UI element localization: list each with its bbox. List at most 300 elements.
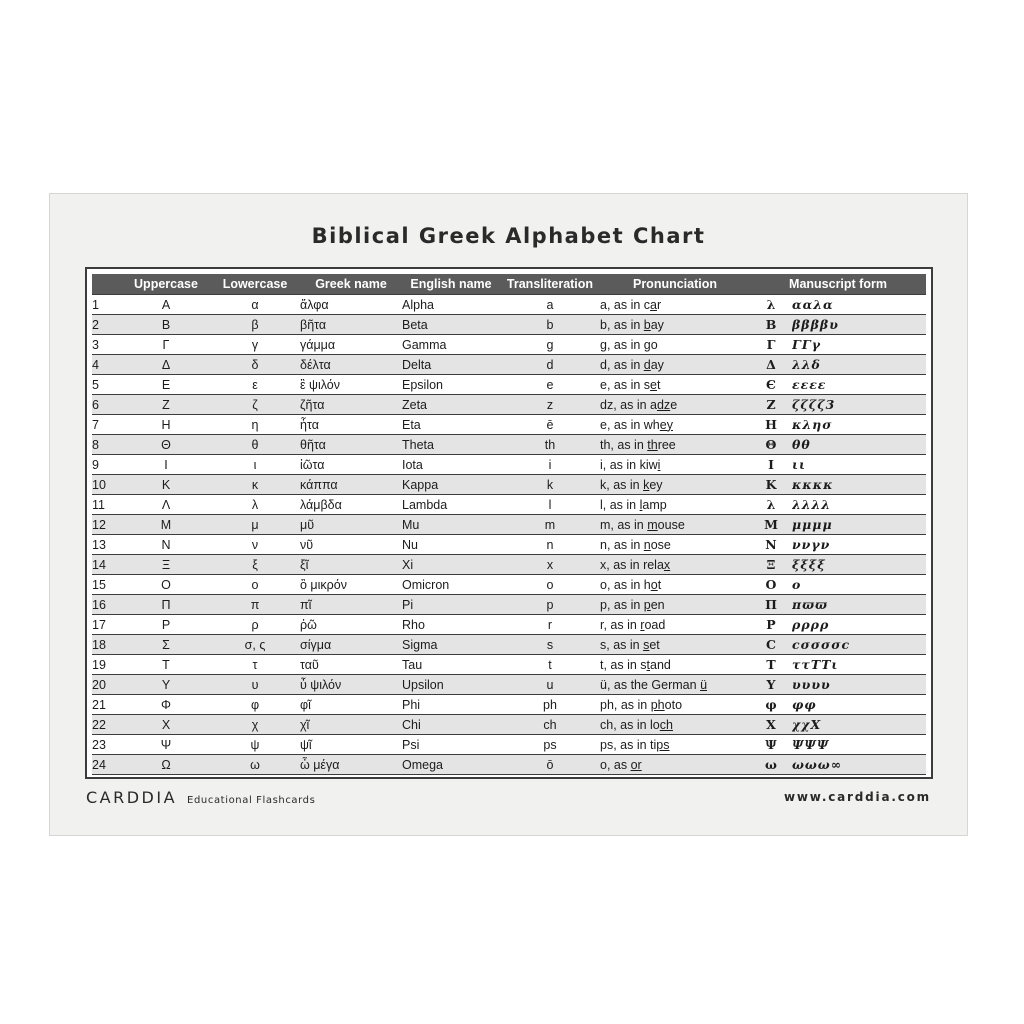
lowercase-letter: ω xyxy=(210,755,300,775)
table-row xyxy=(92,315,926,335)
english-name: Phi xyxy=(402,695,500,715)
pronunciation-text: e xyxy=(670,397,678,412)
row-number: 16 xyxy=(92,595,122,615)
pronunciation-text: ay xyxy=(650,317,664,332)
pronunciation-text: n, as in xyxy=(600,537,644,552)
greek-name: ἄλφα xyxy=(300,295,402,315)
pronunciation-text: th, as in xyxy=(600,437,648,452)
website-url: www.carddia.com xyxy=(784,790,931,804)
english-name: Tau xyxy=(402,655,500,675)
manuscript-uncial: Ψ xyxy=(750,735,792,755)
manuscript-cursive: ξξξξ xyxy=(792,555,926,575)
pronunciation xyxy=(600,315,750,335)
manuscript-uncial: Β xyxy=(750,315,792,335)
greek-name: σίγμα xyxy=(300,635,402,655)
transliteration: m xyxy=(500,515,600,535)
pronunciation-text: o xyxy=(650,337,658,352)
pronunciation-text: s, as in xyxy=(600,637,644,652)
row-number: 22 xyxy=(92,715,122,735)
row-number: 6 xyxy=(92,395,122,415)
pronunciation-text: o, as in h xyxy=(600,577,651,592)
transliteration: x xyxy=(500,555,600,575)
pronunciation-text: ph, as in xyxy=(600,697,651,712)
pronunciation-text: p, as in xyxy=(600,597,644,612)
pronunciation-highlight: t xyxy=(646,657,651,672)
transliteration: th xyxy=(500,435,600,455)
header-lowercase: Lowercase xyxy=(210,274,300,295)
lowercase-letter: φ xyxy=(210,695,300,715)
manuscript-cursive: ωωω∞ xyxy=(792,755,926,775)
table-row xyxy=(92,395,926,415)
transliteration: o xyxy=(500,575,600,595)
lowercase-letter: ρ xyxy=(210,615,300,635)
uppercase-letter: Ξ xyxy=(122,555,210,575)
uppercase-letter: Ν xyxy=(122,535,210,555)
manuscript-uncial: ω xyxy=(750,755,792,775)
pronunciation-text: ey xyxy=(649,477,663,492)
manuscript-cursive: λλδ xyxy=(792,355,926,375)
transliteration: t xyxy=(500,655,600,675)
transliteration: i xyxy=(500,455,600,475)
row-number: 21 xyxy=(92,695,122,715)
pronunciation-text: ay xyxy=(650,357,664,372)
english-name: Pi xyxy=(402,595,500,615)
pronunciation-highlight: dz xyxy=(656,397,671,412)
greek-name: ζῆτα xyxy=(300,395,402,415)
pronunciation xyxy=(600,375,750,395)
manuscript-cursive: κλησ xyxy=(792,415,926,435)
pronunciation xyxy=(600,555,750,575)
lowercase-letter: χ xyxy=(210,715,300,735)
manuscript-uncial: λ xyxy=(750,295,792,315)
greek-name: δέλτα xyxy=(300,355,402,375)
pronunciation xyxy=(600,715,750,735)
alphabet-table xyxy=(92,274,926,775)
flashcard xyxy=(49,193,968,836)
header-uppercase: Uppercase xyxy=(122,274,210,295)
row-number: 4 xyxy=(92,355,122,375)
manuscript-uncial: λ xyxy=(750,495,792,515)
uppercase-letter: Ο xyxy=(122,575,210,595)
lowercase-letter: η xyxy=(210,415,300,435)
row-number: 14 xyxy=(92,555,122,575)
greek-name: λάμβδα xyxy=(300,495,402,515)
manuscript-uncial: Θ xyxy=(750,435,792,455)
uppercase-letter: Ψ xyxy=(122,735,210,755)
pronunciation-highlight: l xyxy=(639,497,643,512)
english-name: Kappa xyxy=(402,475,500,495)
pronunciation xyxy=(600,355,750,375)
brand-logo xyxy=(86,788,315,807)
manuscript-cursive: υυυυ xyxy=(792,675,926,695)
table-row xyxy=(92,515,926,535)
pronunciation-highlight: p xyxy=(643,597,651,612)
transliteration: r xyxy=(500,615,600,635)
transliteration: a xyxy=(500,295,600,315)
header-transliteration: Transliteration xyxy=(500,274,600,295)
pronunciation-text: b, as in xyxy=(600,317,644,332)
pronunciation xyxy=(600,695,750,715)
manuscript-cursive: θθ xyxy=(792,435,926,455)
table-row xyxy=(92,575,926,595)
manuscript-uncial: Μ xyxy=(750,515,792,535)
greek-name: γάμμα xyxy=(300,335,402,355)
pronunciation-text: ree xyxy=(657,437,676,452)
pronunciation-highlight: ps xyxy=(656,737,670,752)
pronunciation-text: oad xyxy=(644,617,666,632)
pronunciation-highlight: ey xyxy=(659,417,673,432)
lowercase-letter: ξ xyxy=(210,555,300,575)
english-name: Epsilon xyxy=(402,375,500,395)
transliteration: n xyxy=(500,535,600,555)
pronunciation-highlight: or xyxy=(630,757,642,772)
pronunciation-highlight: m xyxy=(647,517,658,532)
manuscript-cursive: εεεε xyxy=(792,375,926,395)
pronunciation xyxy=(600,635,750,655)
english-name: Eta xyxy=(402,415,500,435)
brand-name: CARDDIA xyxy=(86,788,178,807)
row-number: 12 xyxy=(92,515,122,535)
pronunciation-highlight: n xyxy=(643,537,651,552)
manuscript-cursive: λλλλ xyxy=(792,495,926,515)
english-name: Psi xyxy=(402,735,500,755)
manuscript-cursive: ββββυ xyxy=(792,315,926,335)
pronunciation xyxy=(600,395,750,415)
transliteration: e xyxy=(500,375,600,395)
pronunciation-text: ps, as in ti xyxy=(600,737,657,752)
row-number: 8 xyxy=(92,435,122,455)
table-row xyxy=(92,335,926,355)
table-row xyxy=(92,535,926,555)
pronunciation-text: ose xyxy=(650,537,671,552)
row-number: 2 xyxy=(92,315,122,335)
uppercase-letter: Υ xyxy=(122,675,210,695)
uppercase-letter: Σ xyxy=(122,635,210,655)
pronunciation-highlight: e xyxy=(650,377,657,392)
pronunciation-highlight: r xyxy=(640,617,645,632)
uppercase-letter: Ρ xyxy=(122,615,210,635)
uppercase-letter: Φ xyxy=(122,695,210,715)
lowercase-letter: δ xyxy=(210,355,300,375)
manuscript-uncial: Χ xyxy=(750,715,792,735)
uppercase-letter: Κ xyxy=(122,475,210,495)
row-number: 1 xyxy=(92,295,122,315)
lowercase-letter: ν xyxy=(210,535,300,555)
row-number: 10 xyxy=(92,475,122,495)
pronunciation-highlight: a xyxy=(650,297,657,312)
pronunciation-text: dz, as in a xyxy=(600,397,657,412)
greek-name: ὦ μέγα xyxy=(300,755,402,775)
pronunciation-highlight: d xyxy=(643,357,651,372)
pronunciation-text: r xyxy=(656,297,662,312)
chart-frame xyxy=(85,267,933,779)
greek-name: ῥῶ xyxy=(300,615,402,635)
manuscript-cursive: πϖϖ xyxy=(792,595,926,615)
english-name: Alpha xyxy=(402,295,500,315)
lowercase-letter: τ xyxy=(210,655,300,675)
english-name: Gamma xyxy=(402,335,500,355)
pronunciation-text: r, as in xyxy=(600,617,641,632)
manuscript-uncial: Ι xyxy=(750,455,792,475)
table-row xyxy=(92,435,926,455)
english-name: Sigma xyxy=(402,635,500,655)
manuscript-uncial: Γ xyxy=(750,335,792,355)
manuscript-uncial: Η xyxy=(750,415,792,435)
lowercase-letter: μ xyxy=(210,515,300,535)
pronunciation-text: t xyxy=(656,377,661,392)
uppercase-letter: Χ xyxy=(122,715,210,735)
greek-name: μῦ xyxy=(300,515,402,535)
manuscript-uncial: Ν xyxy=(750,535,792,555)
lowercase-letter: ψ xyxy=(210,735,300,755)
manuscript-cursive: ιι xyxy=(792,455,926,475)
english-name: Upsilon xyxy=(402,675,500,695)
english-name: Nu xyxy=(402,535,500,555)
table-row xyxy=(92,375,926,395)
manuscript-uncial: φ xyxy=(750,695,792,715)
manuscript-cursive: ο xyxy=(792,575,926,595)
pronunciation-highlight: b xyxy=(643,317,651,332)
greek-name: φῖ xyxy=(300,695,402,715)
page-title: Biblical Greek Alphabet Chart xyxy=(311,224,706,248)
greek-name: ὖ ψιλόν xyxy=(300,675,402,695)
table-row xyxy=(92,415,926,435)
manuscript-uncial: Δ xyxy=(750,355,792,375)
pronunciation-text: ü, as the German xyxy=(600,677,701,692)
uppercase-letter: Θ xyxy=(122,435,210,455)
pronunciation-highlight: ph xyxy=(650,697,665,712)
table-row xyxy=(92,295,926,315)
transliteration: ph xyxy=(500,695,600,715)
manuscript-cursive: φφ xyxy=(792,695,926,715)
pronunciation-highlight: k xyxy=(643,477,650,492)
pronunciation xyxy=(600,595,750,615)
pronunciation xyxy=(600,735,750,755)
pronunciation-text: e, as in s xyxy=(600,377,651,392)
table-row xyxy=(92,355,926,375)
pronunciation xyxy=(600,535,750,555)
pronunciation-text: m, as in xyxy=(600,517,648,532)
pronunciation xyxy=(600,515,750,535)
table-row xyxy=(92,735,926,755)
english-name: Beta xyxy=(402,315,500,335)
pronunciation-highlight: ü xyxy=(700,677,708,692)
transliteration: l xyxy=(500,495,600,515)
pronunciation-text: a, as in c xyxy=(600,297,651,312)
greek-name: ψῖ xyxy=(300,735,402,755)
greek-name: ξῖ xyxy=(300,555,402,575)
greek-name: πῖ xyxy=(300,595,402,615)
pronunciation-highlight: o xyxy=(650,577,658,592)
header-english-name: English name xyxy=(402,274,500,295)
manuscript-cursive: ΓΓγ xyxy=(792,335,926,355)
lowercase-letter: α xyxy=(210,295,300,315)
pronunciation-highlight: ch xyxy=(659,717,673,732)
row-number: 7 xyxy=(92,415,122,435)
manuscript-uncial: Κ xyxy=(750,475,792,495)
pronunciation xyxy=(600,495,750,515)
table-row xyxy=(92,635,926,655)
table-row xyxy=(92,755,926,775)
table-row xyxy=(92,715,926,735)
header-number xyxy=(92,274,122,295)
transliteration: d xyxy=(500,355,600,375)
manuscript-uncial: Π xyxy=(750,595,792,615)
pronunciation-text: and xyxy=(650,657,671,672)
manuscript-cursive: ΨΨΨ xyxy=(792,735,926,755)
greek-name: ἦτα xyxy=(300,415,402,435)
uppercase-letter: Δ xyxy=(122,355,210,375)
manuscript-cursive: ρρρρ xyxy=(792,615,926,635)
greek-name: ταῦ xyxy=(300,655,402,675)
transliteration: u xyxy=(500,675,600,695)
lowercase-letter: υ xyxy=(210,675,300,695)
manuscript-cursive: κκκκ xyxy=(792,475,926,495)
greek-name: κάππα xyxy=(300,475,402,495)
english-name: Omega xyxy=(402,755,500,775)
transliteration: z xyxy=(500,395,600,415)
english-name: Mu xyxy=(402,515,500,535)
uppercase-letter: Τ xyxy=(122,655,210,675)
pronunciation-text: l, as in xyxy=(600,497,640,512)
pronunciation-text: e, as in wh xyxy=(600,417,660,432)
pronunciation-highlight: x xyxy=(663,557,671,572)
lowercase-letter: γ xyxy=(210,335,300,355)
lowercase-letter: β xyxy=(210,315,300,335)
manuscript-cursive: ααλα xyxy=(792,295,926,315)
english-name: Zeta xyxy=(402,395,500,415)
pronunciation xyxy=(600,435,750,455)
manuscript-uncial: С xyxy=(750,635,792,655)
manuscript-uncial: Υ xyxy=(750,675,792,695)
uppercase-letter: Ζ xyxy=(122,395,210,415)
manuscript-uncial: Є xyxy=(750,375,792,395)
row-number: 5 xyxy=(92,375,122,395)
pronunciation-text: d, as in xyxy=(600,357,644,372)
manuscript-uncial: Τ xyxy=(750,655,792,675)
transliteration: ps xyxy=(500,735,600,755)
uppercase-letter: Α xyxy=(122,295,210,315)
manuscript-uncial: Ξ xyxy=(750,555,792,575)
uppercase-letter: Η xyxy=(122,415,210,435)
table-row xyxy=(92,675,926,695)
pronunciation-text: ch, as in lo xyxy=(600,717,660,732)
header-manuscript-form: Manuscript form xyxy=(750,274,926,295)
transliteration: k xyxy=(500,475,600,495)
brand-tagline: Educational Flashcards xyxy=(187,795,316,806)
lowercase-letter: κ xyxy=(210,475,300,495)
uppercase-letter: Π xyxy=(122,595,210,615)
row-number: 3 xyxy=(92,335,122,355)
pronunciation xyxy=(600,575,750,595)
uppercase-letter: Λ xyxy=(122,495,210,515)
pronunciation-highlight: i xyxy=(657,457,661,472)
pronunciation xyxy=(600,475,750,495)
pronunciation xyxy=(600,335,750,355)
table-row xyxy=(92,475,926,495)
greek-name: ἒ ψιλόν xyxy=(300,375,402,395)
manuscript-cursive: ττΤΤι xyxy=(792,655,926,675)
row-number: 23 xyxy=(92,735,122,755)
transliteration: s xyxy=(500,635,600,655)
english-name: Rho xyxy=(402,615,500,635)
uppercase-letter: Ω xyxy=(122,755,210,775)
transliteration: ch xyxy=(500,715,600,735)
greek-name: χῖ xyxy=(300,715,402,735)
greek-name: ὂ μικρόν xyxy=(300,575,402,595)
greek-name: βῆτα xyxy=(300,315,402,335)
header-pronunciation: Pronunciation xyxy=(600,274,750,295)
uppercase-letter: Β xyxy=(122,315,210,335)
pronunciation xyxy=(600,655,750,675)
pronunciation-text: k, as in xyxy=(600,477,644,492)
row-number: 9 xyxy=(92,455,122,475)
header-greek-name: Greek name xyxy=(300,274,402,295)
transliteration: g xyxy=(500,335,600,355)
lowercase-letter: ε xyxy=(210,375,300,395)
greek-name: θῆτα xyxy=(300,435,402,455)
english-name: Lambda xyxy=(402,495,500,515)
lowercase-letter: λ xyxy=(210,495,300,515)
transliteration: p xyxy=(500,595,600,615)
pronunciation xyxy=(600,415,750,435)
lowercase-letter: σ, ς xyxy=(210,635,300,655)
row-number: 20 xyxy=(92,675,122,695)
manuscript-cursive: ζζζζ3 xyxy=(792,395,926,415)
pronunciation xyxy=(600,675,750,695)
pronunciation xyxy=(600,295,750,315)
english-name: Xi xyxy=(402,555,500,575)
english-name: Theta xyxy=(402,435,500,455)
table-header-row xyxy=(92,274,926,295)
row-number: 18 xyxy=(92,635,122,655)
greek-name: ἰῶτα xyxy=(300,455,402,475)
row-number: 13 xyxy=(92,535,122,555)
pronunciation-text: i, as in kiw xyxy=(600,457,658,472)
pronunciation-text: g, as in xyxy=(600,337,644,352)
pronunciation-text: t xyxy=(657,577,662,592)
uppercase-letter: Γ xyxy=(122,335,210,355)
lowercase-letter: π xyxy=(210,595,300,615)
pronunciation xyxy=(600,615,750,635)
lowercase-letter: ι xyxy=(210,455,300,475)
pronunciation xyxy=(600,455,750,475)
english-name: Chi xyxy=(402,715,500,735)
manuscript-cursive: μμμμ xyxy=(792,515,926,535)
table-row xyxy=(92,495,926,515)
row-number: 11 xyxy=(92,495,122,515)
pronunciation-highlight: th xyxy=(647,437,658,452)
manuscript-uncial: Ρ xyxy=(750,615,792,635)
transliteration: b xyxy=(500,315,600,335)
pronunciation-text: t, as in s xyxy=(600,657,647,672)
pronunciation-text: o, as xyxy=(600,757,631,772)
manuscript-cursive: ννγν xyxy=(792,535,926,555)
english-name: Omicron xyxy=(402,575,500,595)
pronunciation-text: ouse xyxy=(657,517,685,532)
pronunciation-highlight: s xyxy=(643,637,650,652)
row-number: 19 xyxy=(92,655,122,675)
transliteration: ō xyxy=(500,755,600,775)
transliteration: ē xyxy=(500,415,600,435)
uppercase-letter: Μ xyxy=(122,515,210,535)
row-number: 15 xyxy=(92,575,122,595)
table-row xyxy=(92,555,926,575)
uppercase-letter: Ι xyxy=(122,455,210,475)
manuscript-cursive: cσσσσc xyxy=(792,635,926,655)
table-row xyxy=(92,695,926,715)
english-name: Delta xyxy=(402,355,500,375)
